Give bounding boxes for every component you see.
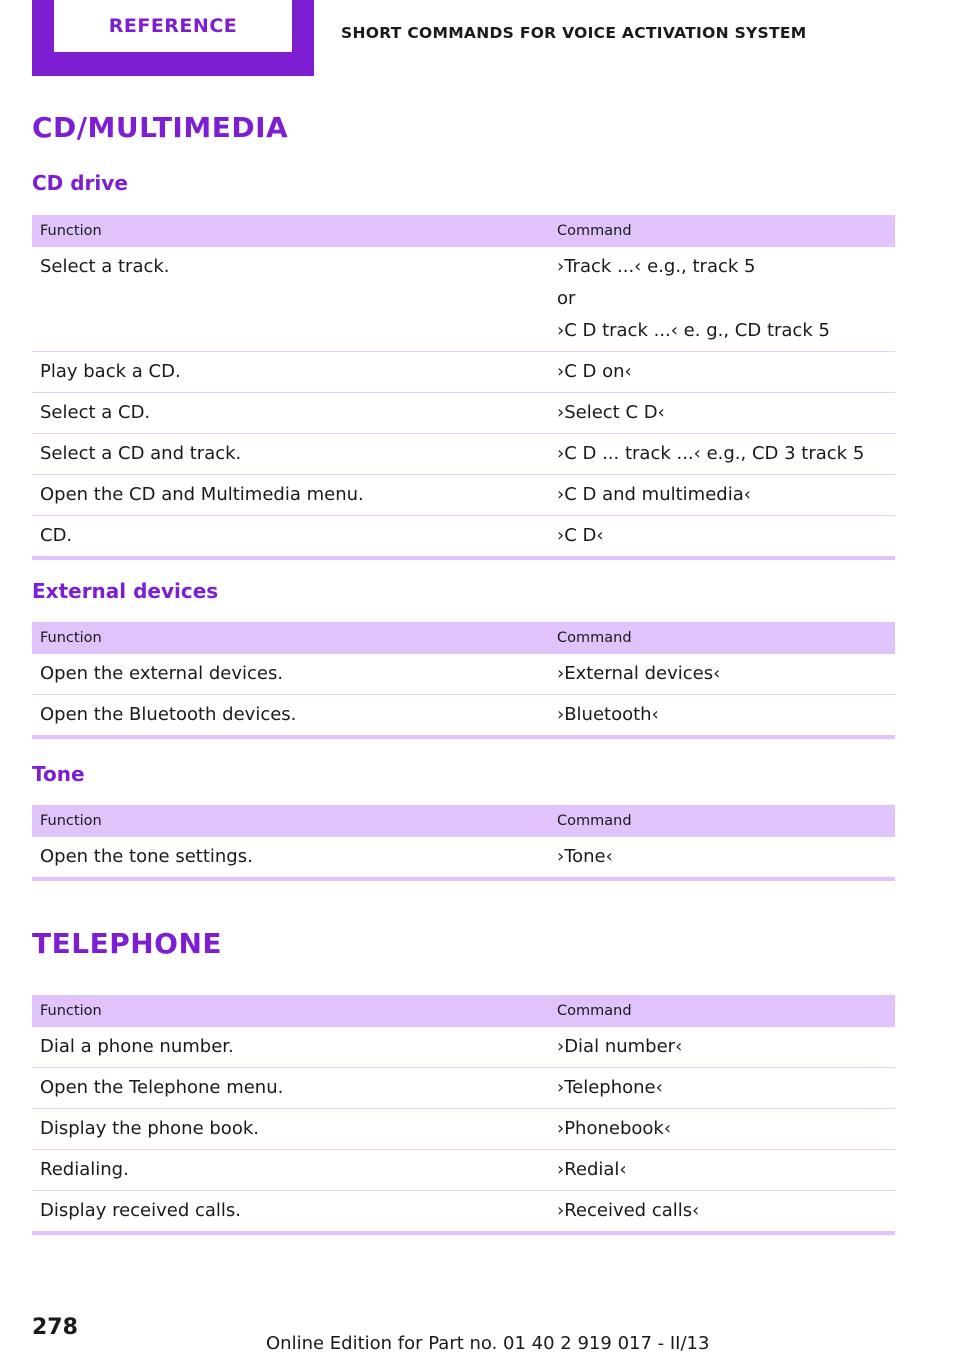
table-row — [32, 516, 895, 559]
subsection-title-external-devices: External devices — [32, 579, 219, 603]
command-cell — [549, 434, 895, 475]
column-header-command: Command — [549, 622, 895, 654]
header-tab — [32, 0, 314, 76]
command-cell — [549, 1150, 895, 1191]
table-tone — [32, 805, 895, 881]
command-text: ›Phonebook‹ — [557, 1118, 672, 1139]
footer-edition: Online Edition for Part no. 01 40 2 919 017 - II/13 — [266, 1333, 710, 1354]
command-text: or — [557, 288, 576, 309]
command-cell — [549, 475, 895, 516]
column-header-command: Command — [549, 995, 895, 1027]
command-text: ›C D on‹ — [557, 361, 632, 382]
table-row — [32, 1191, 895, 1234]
command-cell — [549, 1109, 895, 1150]
command-text: ›C D track ...‹ e. g., CD track 5 — [557, 320, 830, 341]
column-header-command: Command — [549, 215, 895, 247]
section-title-telephone: TELEPHONE — [32, 927, 223, 960]
function-cell: Open the Telephone menu. — [32, 1068, 549, 1109]
command-text: ›Received calls‹ — [557, 1200, 700, 1221]
command-cell — [549, 352, 895, 393]
column-header-function: Function — [32, 215, 549, 247]
function-cell: Play back a CD. — [32, 352, 549, 393]
command-text: ›Redial‹ — [557, 1159, 627, 1180]
column-header-function: Function — [32, 995, 549, 1027]
function-cell: CD. — [32, 516, 549, 559]
command-text: ›Select C D‹ — [557, 402, 665, 423]
column-header-function: Function — [32, 805, 549, 837]
function-cell: Display received calls. — [32, 1191, 549, 1234]
command-cell — [549, 1191, 895, 1234]
subsection-title-cd-drive: CD drive — [32, 171, 128, 195]
function-cell: Display the phone book. — [32, 1109, 549, 1150]
table-row — [32, 654, 895, 695]
command-cell — [549, 1027, 895, 1068]
function-cell: Open the tone settings. — [32, 837, 549, 879]
command-text: ›C D‹ — [557, 525, 604, 546]
subsection-title-tone: Tone — [32, 762, 85, 786]
function-cell: Select a track. — [32, 247, 549, 352]
table-row — [32, 1150, 895, 1191]
table-row — [32, 1109, 895, 1150]
command-cell — [549, 247, 895, 352]
column-header-function: Function — [32, 622, 549, 654]
header-tab-label: REFERENCE — [54, 0, 292, 52]
function-cell: Redialing. — [32, 1150, 549, 1191]
command-text: ›Dial number‹ — [557, 1036, 683, 1057]
command-text: ›Tone‹ — [557, 846, 613, 867]
command-text: ›Bluetooth‹ — [557, 704, 659, 725]
command-cell — [549, 837, 895, 879]
page-number: 278 — [32, 1315, 78, 1340]
table-row — [32, 837, 895, 879]
running-header-title: SHORT COMMANDS FOR VOICE ACTIVATION SYSTEM — [341, 24, 807, 42]
command-text: ›Track ...‹ e.g., track 5 — [557, 256, 756, 277]
table-row — [32, 475, 895, 516]
command-text: ›C D and multimedia‹ — [557, 484, 751, 505]
command-cell — [549, 654, 895, 695]
table-row — [32, 1027, 895, 1068]
command-text: ›External devices‹ — [557, 663, 721, 684]
function-cell: Dial a phone number. — [32, 1027, 549, 1068]
table-row — [32, 352, 895, 393]
table-cd-drive — [32, 215, 895, 560]
table-row — [32, 695, 895, 738]
section-title-cd-multimedia: CD/MULTIMEDIA — [32, 111, 289, 144]
table-row — [32, 393, 895, 434]
command-cell — [549, 695, 895, 738]
table-telephone — [32, 995, 895, 1235]
table-row — [32, 247, 895, 352]
table-external-devices — [32, 622, 895, 739]
function-cell: Open the Bluetooth devices. — [32, 695, 549, 738]
command-text: ›Telephone‹ — [557, 1077, 663, 1098]
column-header-command: Command — [549, 805, 895, 837]
function-cell: Open the CD and Multimedia menu. — [32, 475, 549, 516]
function-cell: Select a CD and track. — [32, 434, 549, 475]
table-row — [32, 1068, 895, 1109]
command-cell — [549, 393, 895, 434]
function-cell: Select a CD. — [32, 393, 549, 434]
table-row — [32, 434, 895, 475]
command-cell — [549, 1068, 895, 1109]
command-text: ›C D ... track ...‹ e.g., CD 3 track 5 — [557, 443, 865, 464]
command-cell — [549, 516, 895, 559]
function-cell: Open the external devices. — [32, 654, 549, 695]
